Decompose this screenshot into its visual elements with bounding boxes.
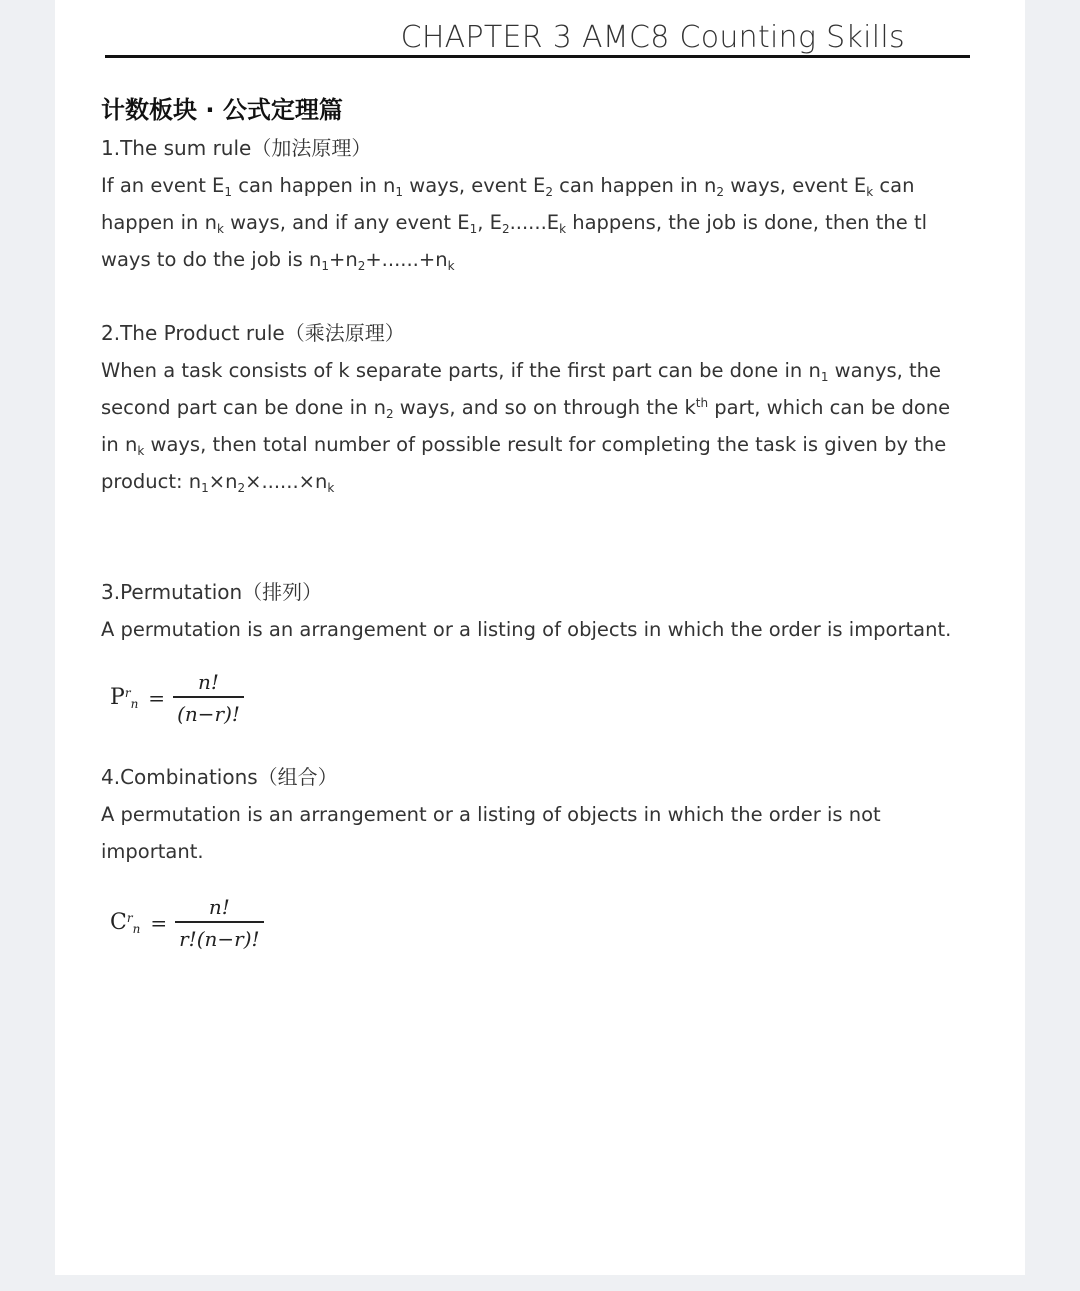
combinations-section [101,759,931,870]
permutation-formula [110,670,244,726]
sum-rule-section [101,130,931,278]
equals-sign: = [148,685,166,710]
combinations-title: 4.Combinations（组合） [101,765,338,789]
permutation-text [101,611,952,648]
sum-rule-text [101,167,931,278]
numerator: n! [198,670,219,694]
header-rule [105,55,970,58]
product-rule-text [101,352,951,500]
fraction [173,670,244,726]
formula-symbol: $C^r_n$ [110,910,141,937]
numerator: n! [208,895,230,919]
denominator: (n−r)! [177,701,240,726]
permutation-section [101,574,952,648]
formula-symbol: $P^r_n$ [110,685,139,712]
text-line: second part can be done in $n_2$ ways, and so on through the $k^{th}$ part, which can be done [101,396,951,421]
text-line: in $n_k$ ways, then total number of possible result for completing the task is given by the [101,433,947,458]
text-line: product: $n_1\times n_2\times......\times n_k$ [101,470,335,495]
combination-formula [110,895,264,951]
section-heading: 计数板块 · 公式定理篇 [101,96,343,124]
text-line: A permutation is an arrangement or a listing of objects in which the order is important. [101,618,952,641]
text-line: important. [101,840,204,863]
text-line: A permutation is an arrangement or a listing of objects in which the order is not [101,803,881,826]
text-line: When a task consists of k separate parts, if the first part can be done in $n_1$ wanys, the [101,359,942,384]
text-line: ways to do the job is $n_1+n_2+......+n_k$ [101,248,455,273]
denominator: r!(n−r)! [179,926,260,951]
combinations-text [101,796,931,870]
chapter-title: CHAPTER 3 AMC8 Counting Skills [400,20,905,55]
document-page [55,0,1025,1275]
sum-rule-title: 1.The sum rule（加法原理） [101,136,372,160]
product-rule-section [101,315,951,500]
text-line: If an event $E_1$ can happen in $n_1$ ways, event $E_2$ can happen in $n_2$ ways, event $E_k$ can [101,174,915,199]
text-line: happen in $n_k$ ways, and if any event $E_1$, $E_2......E_k$ happens, the job is done, then the tl [101,211,928,236]
product-rule-title: 2.The Product rule（乘法原理） [101,321,405,345]
fraction [175,895,263,951]
equals-sign: = [150,910,168,935]
permutation-title: 3.Permutation（排列） [101,580,323,604]
